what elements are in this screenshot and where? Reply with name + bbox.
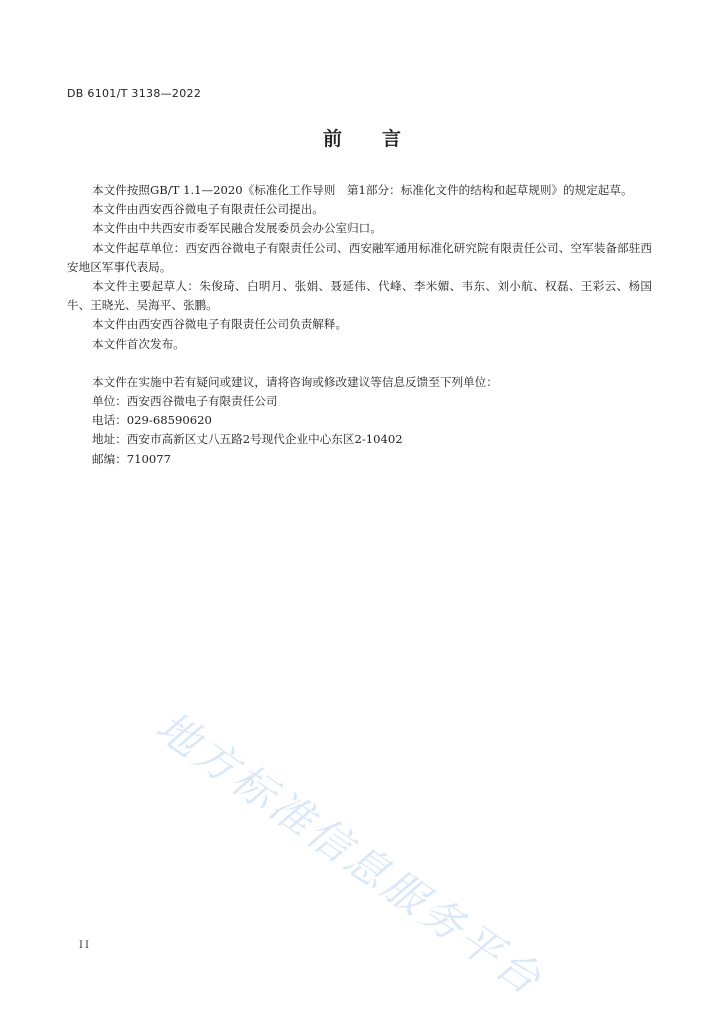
paragraph-centralized-unit: 本文件由中共西安市委军民融合发展委员会办公室归口。 (92, 221, 382, 236)
contact-unit: 单位：西安西谷微电子有限责任公司 (92, 394, 278, 409)
contact-phone: 电话：029-68590620 (92, 413, 212, 428)
paragraph-interpretation: 本文件由西安西谷微电子有限责任公司负责解释。 (92, 317, 348, 332)
paragraph-drafting-basis: 本文件按照GB/T 1.1—2020《标准化工作导则 第1部分：标准化文件的结构和起草规则》的规定起草。 (92, 183, 633, 197)
document-code: DB 6101/T 3138—2022 (67, 87, 202, 100)
paragraph-proposer: 本文件由西安西谷微电子有限责任公司提出。 (92, 202, 324, 217)
paragraph-main-drafters: 本文件主要起草人：朱俊琦、白明月、张娟、聂延伟、代峰、李米媚、韦东、刘小航、权磊、王彩云、杨国牛、王晓光、吴海平、张鹏。 (67, 279, 652, 313)
preface-body (67, 181, 652, 469)
spacer (67, 354, 652, 373)
paragraph-first-release: 本文件首次发布。 (92, 336, 185, 351)
paragraph-drafting-units: 本文件起草单位：西安西谷微电子有限责任公司、西安融军通用标准化研究院有限责任公司、空军装备部驻西安地区军事代表局。 (67, 240, 652, 274)
paragraph-feedback: 本文件在实施中若有疑问或建议，请将咨询或修改建议等信息反馈至下列单位： (92, 374, 498, 389)
contact-postcode: 邮编：710077 (92, 451, 172, 466)
page-number: II (79, 940, 91, 951)
page-title: 前言 (322, 128, 441, 150)
watermark: 地方标准信息服务平台 (147, 701, 553, 1006)
contact-address: 地址：西安市高新区丈八五路2号现代企业中心东区2-10402 (92, 432, 403, 447)
